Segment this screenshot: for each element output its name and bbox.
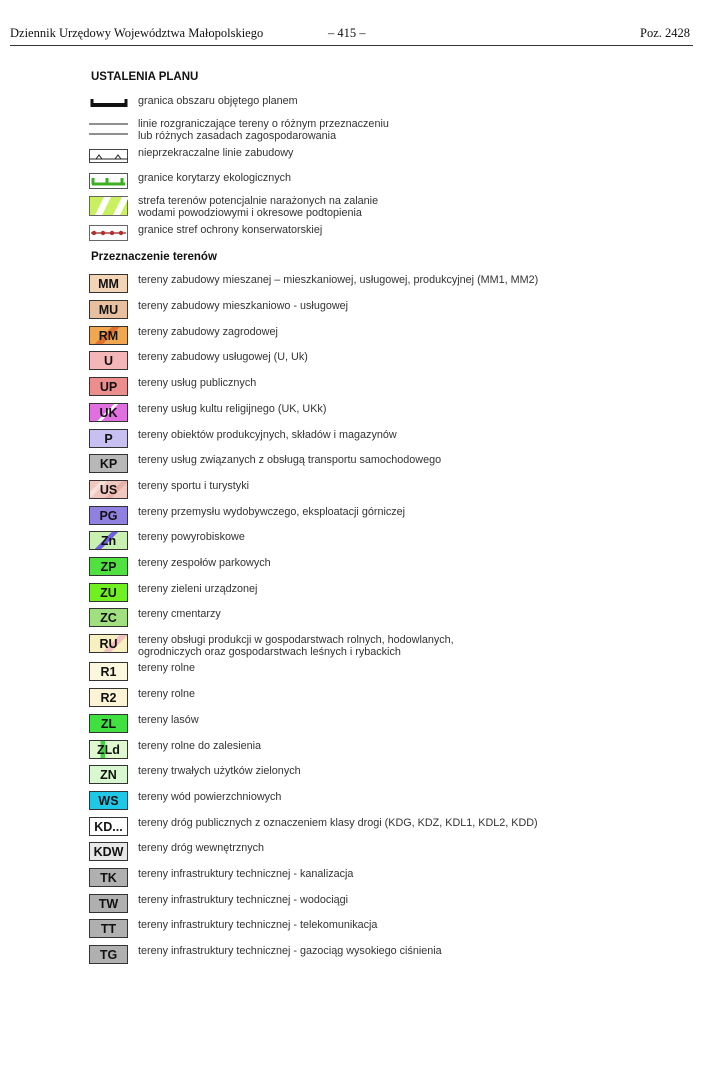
land-use-swatch [89, 740, 128, 759]
land-use-swatch [89, 919, 128, 938]
land-use-swatch [89, 894, 128, 913]
land-use-description: tereny usług związanych z obsługą transportu samochodowego [138, 454, 442, 466]
land-use-swatch [89, 531, 128, 550]
flood-zone-icon [89, 196, 128, 216]
land-use-description: tereny lasów [138, 714, 199, 726]
land-use-code: WS [98, 793, 119, 808]
land-use-swatch [89, 480, 128, 499]
land-use-swatch [89, 557, 128, 576]
land-use-description: tereny obiektów produkcyjnych, składów i magazynów [138, 429, 397, 441]
plan-boundary-icon [89, 95, 128, 113]
land-use-description: tereny zieleni urządzonej [138, 583, 258, 595]
land-use-swatch [89, 688, 128, 707]
building-line-icon [89, 147, 128, 165]
land-use-description: tereny powyrobiskowe [138, 531, 245, 543]
land-use-code: ZN [100, 767, 117, 782]
land-use-code: Zn [100, 533, 117, 548]
land-use-code: PG [99, 508, 118, 523]
land-use-swatch [89, 608, 128, 627]
land-use-description: tereny obsługi produkcji w gospodarstwach rolnych, hodowlanych, ogrodniczych oraz gospodarstwach leśnych i rybackich [138, 634, 454, 658]
land-use-swatch [89, 817, 128, 836]
land-use-swatch [89, 791, 128, 810]
legend-text: granica obszaru objętego planem [138, 95, 298, 107]
land-use-description: tereny przemysłu wydobywczego, eksploatacji górniczej [138, 506, 406, 518]
land-use-code: MM [98, 276, 119, 291]
land-use-code: TK [100, 870, 117, 885]
land-use-description: tereny infrastruktury technicznej - telekomunikacja [138, 919, 378, 931]
legend-text: granice stref ochrony konserwatorskiej [138, 224, 323, 236]
legend-text: linie rozgraniczające tereny o różnym przeznaczeniu lub różnych zasadach zagospodarowania [138, 118, 389, 142]
land-use-swatch [89, 945, 128, 964]
land-use-description: tereny wód powierzchniowych [138, 791, 282, 803]
land-use-code: R1 [100, 664, 117, 679]
journal-title: Dziennik Urzędowy Województwa Małopolskiego [10, 26, 264, 40]
page-header [10, 26, 690, 42]
section-title-plan: USTALENIA PLANU [91, 71, 199, 83]
land-use-swatch [89, 274, 128, 293]
legend-text: strefa terenów potencjalnie narażonych na zalanie wodami powodziowymi i okresowe podtopienia [138, 195, 379, 219]
land-use-code: ZL [100, 716, 117, 731]
land-use-description: tereny dróg wewnętrznych [138, 842, 265, 854]
land-use-code: ZP [100, 559, 117, 574]
land-use-description: tereny zabudowy usługowej (U, Uk) [138, 351, 308, 363]
land-use-code: KP [99, 456, 118, 471]
land-use-code: MU [98, 302, 119, 317]
land-use-description: tereny infrastruktury technicznej - kanalizacja [138, 868, 354, 880]
land-use-swatch [89, 300, 128, 319]
land-use-code: ZLd [97, 742, 120, 757]
land-use-swatch [89, 403, 128, 422]
position-number: Poz. 2428 [640, 26, 690, 40]
land-use-swatch [89, 714, 128, 733]
legend-text: granice korytarzy ekologicznych [138, 172, 292, 184]
land-use-swatch [89, 429, 128, 448]
land-use-swatch [89, 506, 128, 525]
land-use-description: tereny zabudowy mieszanej – mieszkaniowej, usługowej, produkcyjnej (MM1, MM2) [138, 274, 539, 286]
land-use-code: ZU [100, 585, 117, 600]
land-use-description: tereny rolne [138, 688, 196, 700]
land-use-code: RU [99, 636, 118, 651]
legend-text: nieprzekraczalne linie zabudowy [138, 147, 294, 159]
land-use-description: tereny trwałych użytków zielonych [138, 765, 301, 777]
land-use-swatch [89, 454, 128, 473]
land-use-swatch [89, 351, 128, 370]
land-use-description: tereny usług publicznych [138, 377, 257, 389]
land-use-description: tereny zabudowy mieszkaniowo - usługowej [138, 300, 349, 312]
land-use-swatch [89, 868, 128, 887]
land-use-swatch [89, 662, 128, 681]
land-use-swatch [89, 842, 128, 861]
land-use-code: RM [98, 328, 119, 343]
land-use-description: tereny dróg publicznych z oznaczeniem klasy drogi (KDG, KDZ, KDL1, KDL2, KDD) [138, 817, 538, 829]
land-use-code: P [104, 431, 113, 446]
conservation-zone-icon [89, 224, 128, 242]
land-use-code: KD... [94, 819, 123, 834]
land-use-code: ZC [100, 610, 117, 625]
land-use-code: TW [98, 896, 119, 911]
land-use-description: tereny infrastruktury technicznej - gazociąg wysokiego ciśnienia [138, 945, 442, 957]
land-use-swatch [89, 377, 128, 396]
header-rule [10, 45, 693, 46]
land-use-code: TT [100, 921, 117, 936]
land-use-code: TG [99, 947, 118, 962]
land-use-description: tereny infrastruktury technicznej - wodociągi [138, 894, 349, 906]
page-number: – 415 – [328, 26, 366, 40]
section-title-land-use: Przeznaczenie terenów [91, 251, 217, 263]
land-use-code: U [103, 353, 114, 368]
land-use-description: tereny zabudowy zagrodowej [138, 326, 278, 338]
land-use-description: tereny zespołów parkowych [138, 557, 271, 569]
dividing-lines-icon [89, 119, 128, 141]
land-use-description: tereny rolne do zalesienia [138, 740, 262, 752]
land-use-swatch [89, 634, 128, 653]
land-use-swatch [89, 583, 128, 602]
land-use-code: R2 [100, 690, 117, 705]
land-use-swatch [89, 765, 128, 784]
land-use-description: tereny usług kultu religijnego (UK, UKk) [138, 403, 327, 415]
land-use-code: KDW [93, 844, 124, 859]
land-use-description: tereny sportu i turystyki [138, 480, 250, 492]
land-use-code: UP [99, 379, 118, 394]
land-use-swatch [89, 326, 128, 345]
land-use-code: UK [99, 405, 118, 420]
land-use-description: tereny cmentarzy [138, 608, 221, 620]
land-use-description: tereny rolne [138, 662, 196, 674]
land-use-code: US [99, 482, 118, 497]
eco-corridor-icon [89, 172, 128, 190]
